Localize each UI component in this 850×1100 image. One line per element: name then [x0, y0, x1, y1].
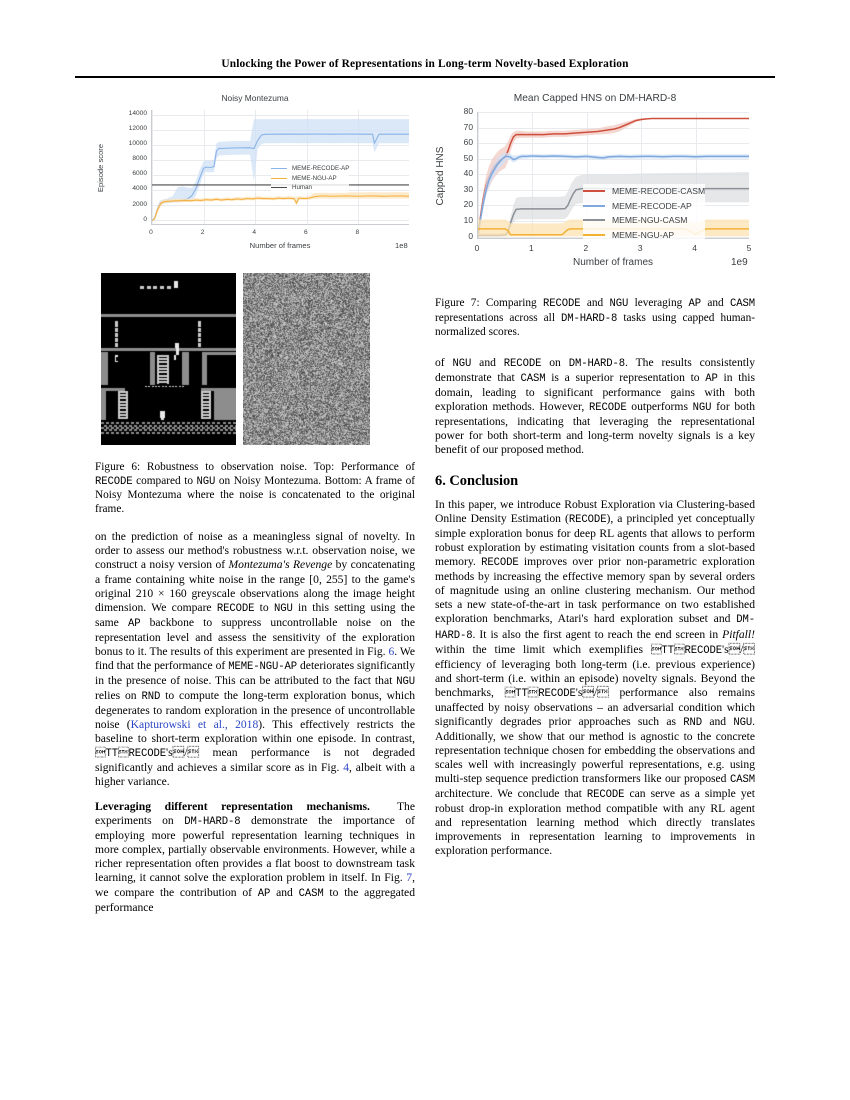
- legend-item: [583, 184, 705, 199]
- legend-color-swatch: [271, 187, 287, 188]
- legend-label: MEME-RECODE-AP: [292, 165, 350, 172]
- y-axis-tick-label: 70: [463, 121, 473, 132]
- y-axis-tick-label: 12000: [128, 124, 147, 132]
- y-axis-label: Capped HNS: [435, 146, 446, 205]
- x-axis-tick-label: 2: [583, 243, 589, 253]
- white-noise-frame: [243, 273, 370, 445]
- legend-color-swatch: [583, 234, 605, 236]
- running-header: Unlocking the Power of Representations in Long-term Novelty-based Exploration: [221, 58, 629, 70]
- legend-item: [271, 174, 349, 184]
- legend-item: [583, 199, 705, 214]
- left-column: [95, 92, 415, 915]
- left-paragraph-2: Leveraging different representation mechanisms. The experiments on DM-HARD-8 demonstrate the importance of employing more powerful representation learning techniques in more complex, partially observable environments. However, while a richer representation often provides a flat boost to downstream task learning, it cannot solve the exploration problem in itself. In Fig. 7, we compare the contribution of AP and CASM to the aggregated performance: [95, 800, 415, 914]
- right-paragraph-1: of NGU and RECODE on DM-HARD-8. The results consistently demonstrate that CASM is a superior representation to AP in this domain, leading to significant performance gains with both exploration methods. However, RECODE outperforms NGU for both representations, indicating that leveraging the representational power for both short-term and long-term novelty signals is a key benefit of our proposed method.: [435, 355, 755, 457]
- legend-color-swatch: [583, 190, 605, 192]
- legend-item: [583, 228, 705, 243]
- figure-6-caption: Figure 6: Robustness to observation noise. Top: Performance of RECODE compared to NGU on Noisy Montezuma. Bottom: A frame of Noisy Montezuma where the noise is concatenated to the original frame.: [95, 461, 415, 515]
- legend-color-swatch: [271, 178, 287, 179]
- y-axis-tick-label: 50: [463, 152, 473, 163]
- x-axis-tick-label: 0: [149, 229, 153, 236]
- right-column: [435, 92, 755, 858]
- header-rule: [75, 76, 775, 78]
- y-axis-tick-label: 10: [463, 215, 473, 226]
- x-axis-tick-label: 3: [637, 243, 643, 253]
- y-axis-tick-label: 60: [463, 137, 473, 148]
- montezuma-frame-canvas: [101, 273, 236, 445]
- noisy-montezuma-chart: [95, 92, 415, 267]
- y-axis-tick-label: 10000: [128, 140, 147, 148]
- left-body-text: [95, 530, 415, 914]
- legend-label: MEME-NGU-CASM: [612, 215, 688, 225]
- legend-color-swatch: [583, 219, 605, 221]
- x-axis-tick-label: 4: [692, 243, 697, 253]
- legend-item: [271, 164, 349, 174]
- x-axis-exponent: 1e9: [731, 257, 748, 268]
- chart-legend: [271, 164, 349, 193]
- montezuma-game-frame: [101, 273, 236, 445]
- y-axis-tick-label: 40: [463, 168, 473, 179]
- y-axis-tick-label: 4000: [132, 185, 147, 193]
- chart-title: Noisy Montezuma: [221, 93, 289, 103]
- figure-6: [95, 92, 415, 516]
- x-axis-tick-label: 2: [200, 229, 205, 236]
- y-axis-tick-label: 80: [463, 105, 473, 116]
- y-axis-tick-label: 2000: [132, 200, 147, 208]
- chart-title: Mean Capped HNS on DM-HARD-8: [513, 93, 677, 104]
- x-axis-tick-label: 8: [355, 229, 360, 236]
- left-paragraph-1: on the prediction of noise as a meaningless signal of novelty. In order to assess our method's robustness w.r.t. observation noise, we construct a noisy version of Montezuma's Revenge by concatenating a frame containing white noise in the range [0, 255] to the game's original 210 × 160 greyscale observations along the image height dimension. We compare RECODE to NGU in this setting using the same AP backbone to suppress uncontrollable noise on the representation level and assess the sensitivity of the exploration bonus to it. The results of this experiment are presented in Fig. 6. We find that the performance of MEME-NGU-AP deteriorates significantly in the presence of noise. This can be attributed to the fact that NGU relies on RND to compute the long-term exploration bonus, which degenerates to random exploration in the presence of uncontrollable noise (Kapturowski et al., 2018). This effectively restricts the baseline to short-term exploration within one episode. In contrast, TTRECODE's/ mean performance is not degraded significantly and achieves a similar score as in Fig. 4, albeit with a higher variance.: [95, 530, 416, 789]
- figure-7: [435, 92, 755, 340]
- x-axis-label: Number of frames: [249, 241, 311, 250]
- legend-label: MEME-NGU-AP: [612, 229, 675, 240]
- y-axis-tick-label: 30: [463, 183, 473, 194]
- legend-label: MEME-RECODE-AP: [612, 200, 692, 211]
- legend-color-swatch: [271, 168, 287, 169]
- x-axis-tick-label: 0: [474, 243, 480, 253]
- x-axis-label: Number of frames: [572, 257, 654, 268]
- legend-label: MEME-RECODE-CASM: [612, 186, 706, 196]
- legend-color-swatch: [583, 205, 605, 207]
- mean-capped-hns-chart: [435, 92, 755, 287]
- x-axis-tick-label: 1: [529, 243, 534, 253]
- x-axis-tick-label: 6: [303, 229, 308, 236]
- x-axis-tick-label: 5: [746, 243, 752, 253]
- x-axis-exponent: 1e8: [395, 241, 408, 250]
- y-axis-tick-label: 20: [463, 199, 473, 210]
- right-body-text: [435, 356, 755, 859]
- figure-6-frames: [95, 273, 415, 453]
- white-noise-canvas: [243, 273, 370, 445]
- section-heading-conclusion: 6. Conclusion: [435, 473, 519, 490]
- y-axis-tick-label: 6000: [132, 170, 147, 178]
- x-axis-tick-label: 4: [252, 229, 257, 236]
- y-axis-tick-label: 0: [468, 230, 473, 241]
- y-axis-label: Episode score: [96, 143, 105, 192]
- y-axis-tick-label: 8000: [132, 155, 147, 163]
- legend-label: MEME-NGU-AP: [292, 174, 337, 182]
- legend-item: [271, 183, 349, 193]
- y-axis-tick-label: 14000: [128, 109, 147, 117]
- legend-label: Human: [292, 184, 312, 191]
- legend-item: [583, 213, 705, 228]
- chart-legend: [583, 184, 705, 242]
- y-axis-tick-label: 0: [143, 215, 147, 223]
- right-paragraph-2: In this paper, we introduce Robust Exploration via Clustering-based Online Density Estimation (RECODE), a principled yet conceptually simple exploration bonus for deep RL agents that allows to perform robust exploration by estimating visitation counts from a slot-based memory. RECODE improves over prior non-parametric exploration methods by increasing the effective memory span by several orders of magnitude using an online clustering mechanism. Our method sets a new state-of-the-art in task performance on two established exploration benchmarks, Atari's hard exploration subset and DM-HARD-8. It is also the first agent to reach the end screen in Pitfall! within the time limit which exemplifies TTRECODE's/ efficiency of leveraging both long-term (i.e. previous experience) and short-term (i.e. within an episode) novelty signals. Beyond the benchmarks, TTRECODE's/ performance also remains unaffected by noisy observations – an adversarial condition which significantly degrades prior approaches such as RND and NGU. Additionally, we show that our method is agnostic to the concrete representation technique chosen for embedding the observations and scales well with increasingly powerful representations, e.g. using multi-step sequence prediction transformers like our proposed CASM architecture. We conclude that RECODE can serve as a simple yet robust drop-in exploration method compatible with any RL agent and representation learning method which directly translates improvements in representation learning to improvements in exploration performance.: [435, 498, 756, 858]
- figure-7-caption: Figure 7: Comparing RECODE and NGU leveraging AP and CASM representations across all DM-HARD-8 tasks using capped human-normalized scores.: [435, 297, 756, 339]
